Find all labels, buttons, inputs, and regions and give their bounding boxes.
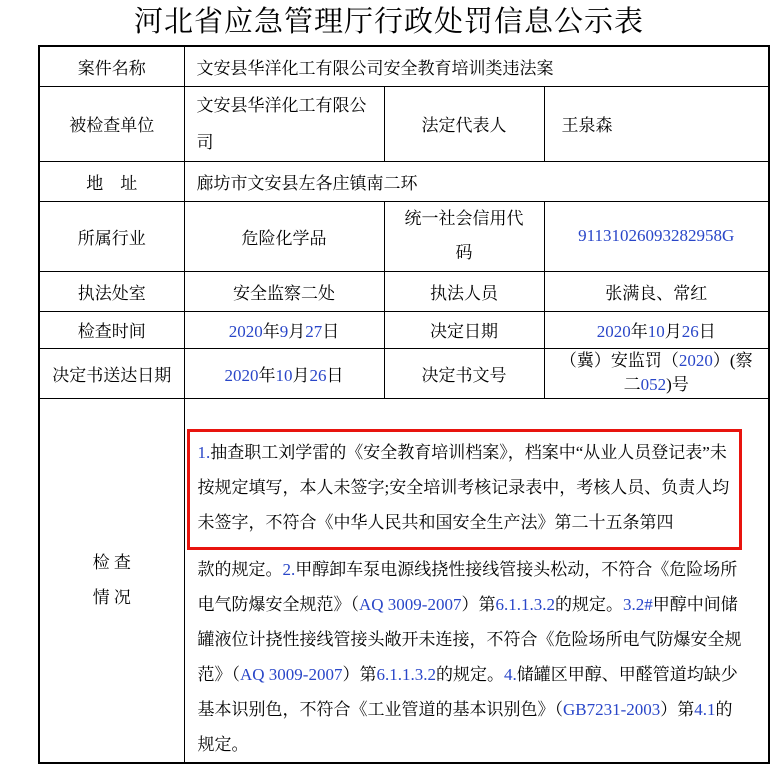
decision-doc-no-label: 决定书文号 [384,348,544,398]
decision-date-value: 2020年10月26日 [544,311,769,348]
page-title: 河北省应急管理厅行政处罚信息公示表 [133,6,644,38]
row-case-name [39,46,769,86]
inspection-findings-label-line2: 情 况 [92,588,131,607]
inspected-unit-label: 被检查单位 [39,86,184,161]
row-industry-credit-code [39,201,769,271]
enforcement-office-value: 安全监察二处 [184,271,384,311]
address-label: 地 址 [39,161,184,201]
row-address [39,161,769,201]
address-value: 廊坊市文安县左各庄镇南二环 [184,161,769,201]
inspection-findings-content [184,398,769,763]
credit-code-label-text: 统一社会信用代码 [404,209,524,262]
legal-representative-value: 王泉森 [544,86,769,161]
row-delivery-docno [39,348,769,398]
decision-doc-no-value: （冀）安监罚（2020）(察二052)号 [544,348,769,398]
penalty-info-table [38,45,770,764]
inspection-findings-label-line1: 检 查 [92,553,131,572]
inspection-date-label: 检查时间 [39,311,184,348]
row-dates [39,311,769,348]
industry-value: 危险化学品 [184,201,384,271]
delivery-date-value: 2020年10月26日 [184,348,384,398]
inspected-unit-value: 文安县华洋化工有限公司 [184,86,384,161]
row-enforcement [39,271,769,311]
credit-code-label [384,201,544,271]
row-inspected-unit [39,86,769,161]
legal-representative-label: 法定代表人 [384,86,544,161]
case-name-label: 案件名称 [39,46,184,86]
industry-label: 所属行业 [39,201,184,271]
row-inspection-findings [39,398,769,763]
delivery-date-label: 决定书送达日期 [39,348,184,398]
highlight-red-box: 1.抽查职工刘学雷的《安全教育培训档案》，档案中“从业人员登记表”未按规定填写，本人未签字;安全培训考核记录表中，考核人员、负责人均未签字，不符合《中华人民共和国安全生产法》第二十五条第四 [187,429,743,550]
decision-date-label: 决定日期 [384,311,544,348]
enforcement-officers-value: 张满良、常红 [544,271,769,311]
inspection-findings-rest: 款的规定。2.甲醇卸车泵电源线挠性接线管接头松动，不符合《危险场所电气防爆安全规范》（AQ 3009-2007）第6.1.1.3.2的规定。3.2#甲醇中间储罐液位计挠性接线管接头敞开未连接，不符合《危险场所电气防爆安全规范》（AQ 3009-2007）第6.1.1.3.2的规定。4.储罐区甲醇、甲醛管道均缺少基本识别色，不符合《工业管道的基本识别色》（GB7231-2003）第4.1的规定。 [197,559,742,754]
credit-code-value: 91131026093282958G [544,201,769,271]
enforcement-officers-label: 执法人员 [384,271,544,311]
case-name-value: 文安县华洋化工有限公司安全教育培训类违法案 [184,46,769,86]
inspection-findings-label [39,398,184,763]
enforcement-office-label: 执法处室 [39,271,184,311]
inspection-date-value: 2020年9月27日 [184,311,384,348]
